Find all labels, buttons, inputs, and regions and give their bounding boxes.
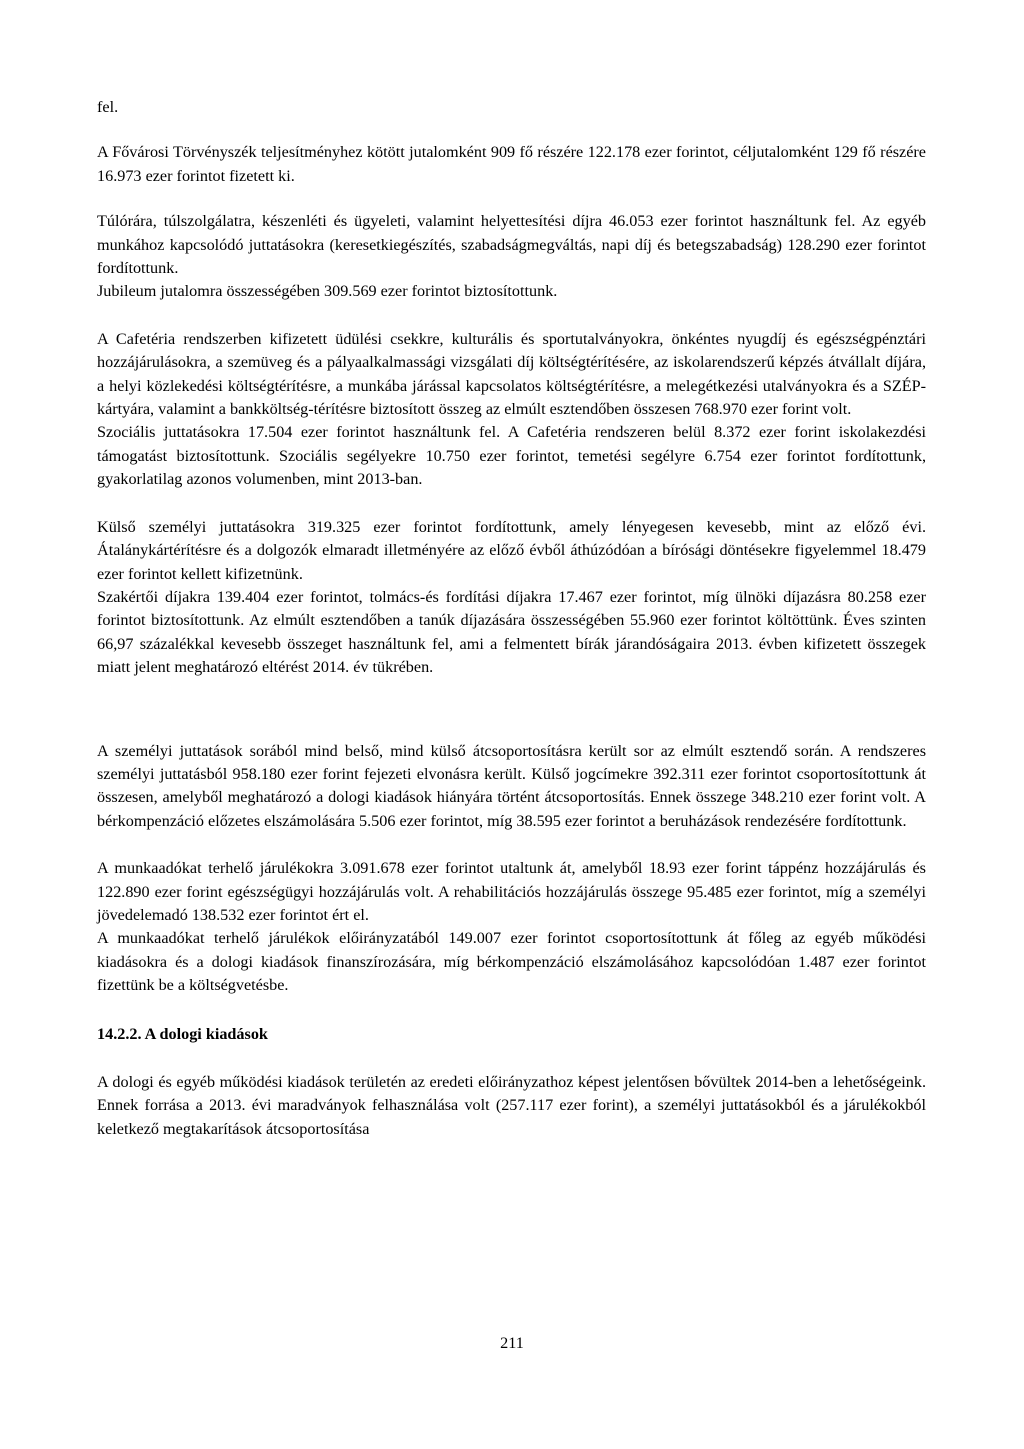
paragraph-material-expenses: A dologi és egyéb működési kiadások területén az eredeti előirányzathoz képest jelentősen bővültek 2014-ben a lehetőségeink. Ennek forrása a 2013. évi maradványok felhasználása volt (257.117 ezer forint), a személyi juttatásokból és a járulékokból keletkező megtakarítások átcsoportosítása [97,1073,926,1138]
paragraph-performance-bonus: A Fővárosi Törvényszék teljesítményhez kötött jutalomként 909 fő részére 122.178 ezer forintot, céljutalomként 129 fő részére 16.973 ezer forintot fizetett ki. [97,143,926,185]
paragraph-overtime: Túlórára, túlszolgálatra, készenléti és ügyeleti, valamint helyettesítési díjra 46.053 ezer forintot használtunk fel. Az egyéb munkához kapcsolódó juttatásokra (keresetkiegészítés, szabadságmegváltás, napi díj és betegszabadság) 128.290 ezer forintot fordítottunk. [97,212,926,278]
paragraph-expert-fees: Szakértői díjakra 139.404 ezer forintot, tolmács-és fordítási díjakra 17.467 ezer forintot, míg ülnöki díjazásra 80.258 ezer forintot biztosítottunk. Az elmúlt esztendőben a tanúk díjazására összességében 55.960 ezer forintot költöttünk. Éves szinten 66,97 százalékkal kevesebb összeget használtunk fel, ami a felmentett bírák járandóságaira 2013. évben kifizetett összegek miatt jelent meghatározó eltérést 2014. év tükrében. [97,587,926,677]
page-number: 211 [500,1334,524,1352]
section-heading: 14.2.2. A dologi kiadások [97,1024,268,1043]
paragraph-social-benefits: Szociális juttatásokra 17.504 ezer forintot használtunk fel. A Cafetéria rendszeren belül 8.372 ezer forint iskolakezdési támogatást biztosítottunk. Szociális segélyekre 10.750 ezer forintot, temetési segélyre 6.754 ezer forintot fordítottunk, gyakorlatilag azonos volumenben, mint 2013-ban. [97,423,926,489]
paragraph-contributions: A munkaadókat terhelő járulékokra 3.091.678 ezer forintot utaltunk át, amelyből 18.93 ezer forint táppénz hozzájárulás és 122.890 ezer forint egészségügyi hozzájárulás volt. A rehabilitációs hozzájárulás összege 95.485 ezer forintot, míg a személyi jövedelemadó 138.532 ezer forintot ért el. [97,859,926,924]
paragraph-jubilee: Jubileum jutalomra összességében 309.569 ezer forintot biztosítottunk. [97,282,558,301]
paragraph-contribution-regrouping: A munkaadókat terhelő járulékok előirányzatából 149.007 ezer forintot csoportosítottunk át főleg az egyéb működési kiadásokra és a dologi kiadások finanszírozására, míg bérkompenzáció elszámolásához kapcsolódóan 1.487 ezer forintot fizettünk be a költségvetésbe. [97,929,926,995]
paragraph-regrouping: A személyi juttatások sorából mind belső, mind külső átcsoportosításra került sor az elmúlt esztendő során. A rendszeres személyi juttatásból 958.180 ezer forint fejezeti elvonásra került. Külső jogcímekre 392.311 ezer forintot csoportosítottunk át összesen, amelyből meghatározó a dologi kiadások hiányára történt átcsoportosítás. Ennek összege 348.210 ezer forint volt. A bérkompenzáció előzetes elszámolására 5.506 ezer forintot, míg 38.595 ezer forintot a beruházások rendezésére fordítottunk. [97,741,926,830]
document-page [97,96,926,1141]
paragraph-external-benefits: Külső személyi juttatásokra 319.325 ezer forintot fordítottunk, amely lényegesen kevesebb, mint az előző évi. Átalánykártérítésre és a dolgozók elmaradt illetményére az előző évből áthúzódóan a bírósági döntésekre figyelemmel 18.479 ezer forintot kellett kifizetnünk. [97,517,926,583]
paragraph-cafeteria: A Cafetéria rendszerben kifizetett üdülési csekkre, kulturális és sportutalványokra, önkéntes nyugdíj és egészségpénztári hozzájárulásokra, a szemüveg és a pályaalkalmassági vizsgálati díj költségtérítésére, az iskolarendszerű képzés átvállalt díjára, a helyi közlekedési költségtérítésre, a munkába járással kapcsolatos költségtérítésre, a melegétkezési utalványokra és a SZÉP-kártyára, valamint a bankköltség-térítésre biztosított összeg az elmúlt esztendőben összesen 768.970 ezer forint volt. [97,329,926,419]
paragraph-continuation: fel. [97,98,119,116]
